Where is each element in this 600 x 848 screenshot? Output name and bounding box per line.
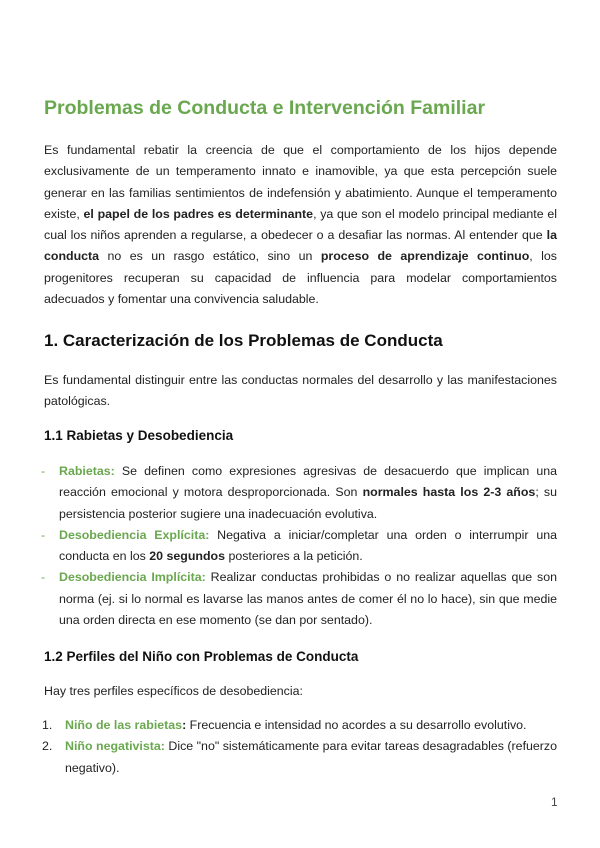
intro-bold-2: la conducta	[44, 228, 557, 264]
document-title: Problemas de Conducta e Intervención Familiar	[44, 97, 486, 119]
list-item-desobediencia-implicita: - Desobediencia Implícita: Realizar conductas prohibidas o no realizar aquellas que son norma (ej. si lo normal es lavarse las manos antes de comer él no lo hace), sin que medie una orden directa en ese momento (se dan por sentado).	[44, 567, 557, 631]
bullet-list	[41, 461, 557, 631]
term-label: Niño negativista:	[65, 739, 165, 754]
list-item-rabietas: - Rabietas: Se definen como expresiones agresivas de desacuerdo que implican una reacción emocional y motora desproporcionada. Son normales hasta los 2-3 años; su persistencia posterior sugiere una inadecuación evolutiva.	[44, 461, 557, 525]
term-label: Niño de las rabietas	[65, 718, 183, 732]
list-item-nino-negativista: 2. Niño negativista: Dice "no" sistemáticamente para evitar tareas desagradables (refuerzo negativo).	[44, 736, 557, 779]
page-number: 1	[551, 795, 558, 809]
subsection-1-1-heading: 1.1 Rabietas y Desobediencia	[44, 428, 234, 443]
bullet-marker: -	[41, 570, 46, 585]
section-1-heading: 1. Caracterización de los Problemas de Conducta	[44, 331, 443, 350]
list-item-nino-rabietas: 1. Niño de las rabietas: Frecuencia e intensidad no acordes a su desarrollo evolutivo.	[44, 715, 557, 736]
intro-paragraph: Es fundamental rebatir la creencia de que el comportamiento de los hijos depende exclusivamente de un temperamento innato e inamovible, ya que esta percepción suele generar en las familias sentimientos de indefensión y abatimiento. Aunque el temperamento existe, el papel de los padres es determinante, ya que son el modelo principal mediante el cual los niños aprenden a regularse, a obedecer o a desafiar las normas. Al entender que la conducta no es un rasgo estático, sino un proceso de aprendizaje continuo, los progenitores recuperan su capacidad de influencia para modelar comportamientos adecuados y fomentar una convivencia saludable.	[44, 143, 557, 307]
list-item-desobediencia-explicita: - Desobediencia Explícita: Negativa a iniciar/completar una orden o interrumpir una conducta en los 20 segundos posteriores a la petición.	[44, 525, 557, 568]
subsection-1-2-paragraph: Hay tres perfiles específicos de desobediencia:	[44, 684, 303, 698]
term-label: Desobediencia Explícita:	[59, 527, 210, 542]
numbered-list	[44, 715, 557, 779]
intro-bold-3: proceso de aprendizaje continuo	[320, 249, 530, 264]
list-number: 1.	[42, 718, 53, 732]
subsection-1-2-heading: 1.2 Perfiles del Niño con Problemas de Conducta	[44, 649, 359, 664]
term-label: Rabietas:	[59, 464, 115, 478]
intro-bold-1: el papel de los padres es determinante	[83, 206, 314, 221]
term-label: Desobediencia Implícita:	[59, 570, 206, 585]
list-number: 2.	[42, 739, 53, 754]
bullet-marker: -	[41, 464, 46, 478]
bullet-marker: -	[41, 527, 46, 542]
section-1-paragraph: Es fundamental distinguir entre las conductas normales del desarrollo y las manifestaciones patológicas.	[44, 373, 557, 409]
